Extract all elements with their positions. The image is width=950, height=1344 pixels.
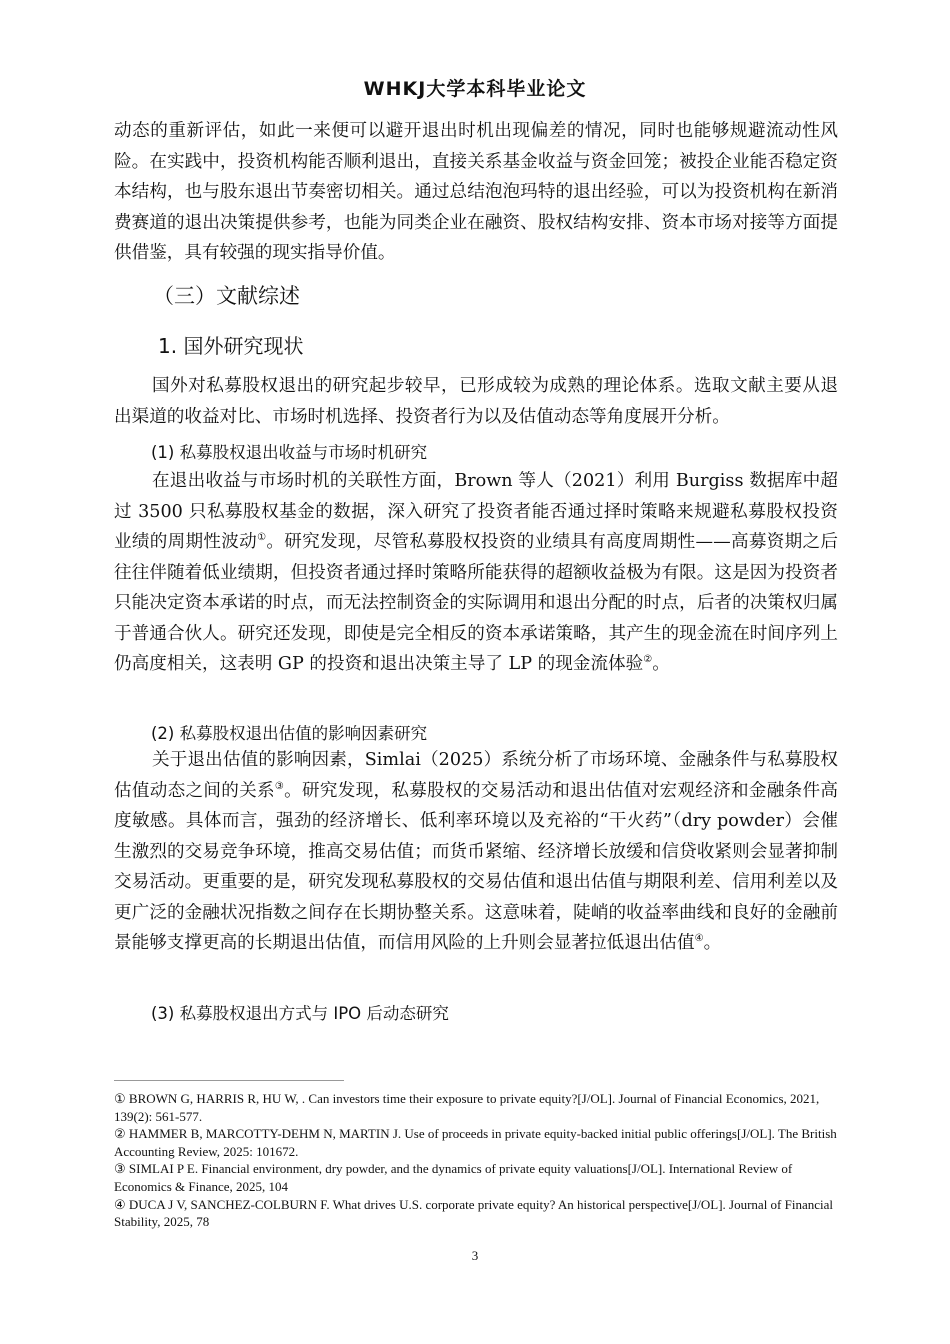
topic-2-paragraph-block <box>114 745 838 959</box>
footnote-ref-1[interactable]: ① <box>257 532 267 544</box>
footnote-divider <box>114 1080 344 1081</box>
intro-paragraph: 动态的重新评估，如此一来便可以避开退出时机出现偏差的情况，同时也能够规避流动性风险。在实践中，投资机构能否顺利退出，直接关系基金收益与资金回笼；被投企业能否稳定资本结构，也与股东退出节奏密切相关。通过总结泡泡玛特的退出经验，可以为投资机构在新消费赛道的退出决策提供参考，也能为同类企业在融资、股权结构安排、资本市场对接等方面提供借鉴，具有较强的现实指导价值。 <box>114 121 838 263</box>
footnote-3: ③ SIMLAI P E. Financial environment, dry powder, and the dynamics of private equity valuations[J/OL]. International Review of Economics & Finance, 2025, 104 <box>114 1161 793 1194</box>
topic-1-heading: (1) 私募股权退出收益与市场时机研究 <box>151 443 428 462</box>
topic-3-heading: (3) 私募股权退出方式与 IPO 后动态研究 <box>151 1004 449 1023</box>
footnote-2: ② HAMMER B, MARCOTTY-DEHM N, MARTIN J. Use of proceeds in private equity-backed initial public offerings[J/OL]. The British Accounting Review, 2025: 101672. <box>114 1126 837 1159</box>
subsection-heading: 1. 国外研究现状 <box>158 334 304 358</box>
running-header-title: WHKJ大学本科毕业论文 <box>363 78 587 100</box>
topic-1-text-c: 。 <box>652 654 670 674</box>
topic-2-text-c: 。 <box>703 933 722 953</box>
footnote-1: ① BROWN G, HARRIS R, HU W, . Can investors time their exposure to private equity?[J/OL]. Journal of Financial Economics, 2021, 139(2): 561-577. <box>114 1091 820 1124</box>
topic-2-heading: (2) 私募股权退出估值的影响因素研究 <box>151 724 428 743</box>
topic-1-text-a: 在退出收益与市场时机的关联性方面，Brown 等人（2021）利用 Burgiss 数据库中超过 3500 只私募股权基金的数据，深入研究了投资者能否通过择时策略来规避私募股权投资业绩的周期性波动 <box>114 471 838 552</box>
subsection-intro-block <box>114 371 838 432</box>
footnote-4: ④ DUCA J V, SANCHEZ-COLBURN F. What drives U.S. corporate private equity? An historical perspective[J/OL]. Journal of Financial Stability, 2025, 78 <box>114 1196 834 1230</box>
intro-paragraph-block <box>114 116 838 269</box>
footnote-ref-4[interactable]: ④ <box>694 933 704 945</box>
footnotes <box>114 1090 838 1231</box>
footnote-ref-2[interactable]: ② <box>643 654 653 666</box>
footnote-ref-3[interactable]: ③ <box>274 780 285 792</box>
topic-2-paragraph <box>114 745 838 959</box>
subsection-intro: 国外对私募股权退出的研究起步较早，已形成较为成熟的理论体系。选取文献主要从退出渠道的收益对比、市场时机选择、投资者行为以及估值动态等角度展开分析。 <box>114 376 838 427</box>
topic-1-text-b: 。研究发现，尽管私募股权投资的业绩具有高度周期性——高募资期之后往往伴随着低业绩期，但投资者通过择时策略所能获得的超额收益极为有限。这是因为投资者只能决定资本承诺的时点，而无法控制资金的实际调用和退出分配的时点，后者的决策权归属于普通合伙人。研究还发现，即使是完全相反的资本承诺策略，其产生的现金流在时间序列上仍高度相关，这表明 GP 的投资和退出决策主导了 LP 的现金流体验 <box>114 532 838 674</box>
topic-1-paragraph <box>114 466 838 680</box>
topic-2-text-a: 关于退出估值的影响因素，Simlai（2025）系统分析了市场环境、金融条件与私募股权估值动态之间的关系 <box>114 750 838 801</box>
topic-1-paragraph-block <box>114 466 838 680</box>
page-number: 3 <box>471 1248 479 1263</box>
topic-2-text-b: 。研究发现，私募股权的交易活动和退出估值对宏观经济和金融条件高度敏感。具体而言，强劲的经济增长、低利率环境以及充裕的“干火药”（dry powder）会催生激烈的交易竞争环境，推高交易估值；而货币紧缩、经济增长放缓和信贷收紧则会显著抑制交易活动。更重要的是，研究发现私募股权的交易估值和退出估值与期限利差、信用利差以及更广泛的金融状况指数之间存在长期协整关系。这意味着，陡峭的收益率曲线和良好的金融前景能够支撑更高的长期退出估值，而信用风险的上升则会显著拉低退出估值 <box>114 780 838 953</box>
section-heading: （三）文献综述 <box>153 284 300 308</box>
